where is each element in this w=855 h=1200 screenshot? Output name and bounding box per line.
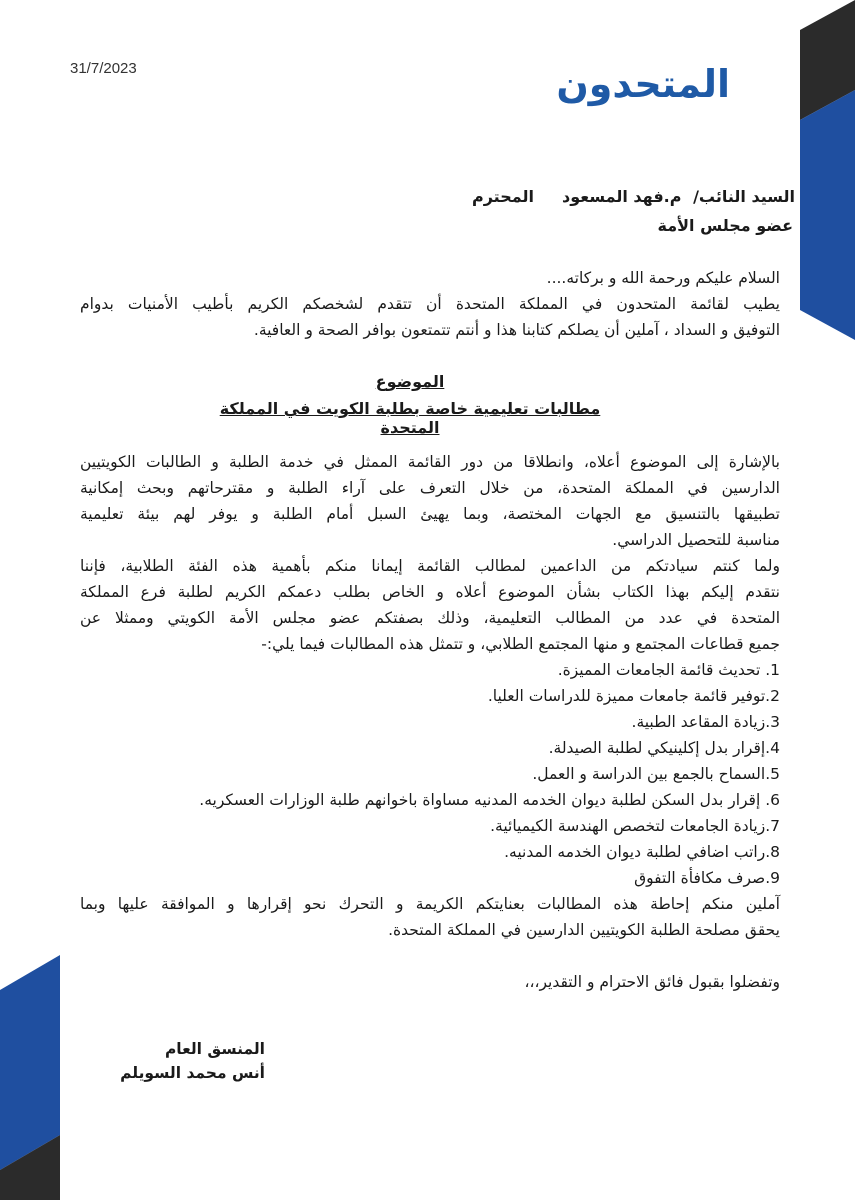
addressee-honorific: المحترم <box>472 187 534 206</box>
demand-item-6: 6. إقرار بدل السكن لطلبة ديوان الخدمه المدنيه مساواة باخوانهم طلبة الوزارات العسكريه. <box>199 791 780 809</box>
subject-title-text: مطالبات تعليمية خاصة بطلبة الكويت في المملكة المتحدة <box>219 399 601 437</box>
subject-label-text: الموضوع <box>375 372 445 391</box>
body-p2-line-4: جميع قطاعات المجتمع و منها المجتمع الطلابي، و تتمثل هذه المطالبات فيما يلي:- <box>261 635 780 653</box>
addressee-name: م.فهد المسعود <box>562 187 682 206</box>
addressee-prefix: السيد النائب/ <box>693 187 795 206</box>
letter-date: 31/7/2023 <box>70 60 137 77</box>
signature-role: المنسق العام <box>164 1040 265 1058</box>
closing-line-1: آملين منكم إحاطة هذه المطالبات بعنايتكم الكريمة و التحرك نحو إقرارها و الموافقة عليها وبما <box>80 895 780 913</box>
intro-line-1: يطيب لقائمة المتحدون في المملكة المتحدة أن تتقدم لشخصكم الكريم بأطيب الأمنيات بدوام <box>80 295 780 313</box>
body-p2-line-1: ولما كنتم سيادتكم من الداعمين لمطالب القائمة إيمانا منكم بأهمية هذه الفئة الطلابية، فإننا <box>80 557 780 575</box>
demand-item-8: 8.راتب اضافي لطلبة ديوان الخدمه المدنيه. <box>504 843 780 861</box>
addressee-position: عضو مجلس الأمة <box>657 216 793 235</box>
sign-off: وتفضلوا بقبول فائق الاحترام و التقدير،،، <box>524 973 780 991</box>
subject-title <box>195 399 625 437</box>
demand-item-7: 7.زيادة الجامعات لتخصص الهندسة الكيميائية. <box>490 817 780 835</box>
demand-item-2: 2.توفير قائمة جامعات مميزة للدراسات العليا. <box>487 687 780 705</box>
demand-item-9: 9.صرف مكافأة التفوق <box>634 869 780 887</box>
top-right-decor-band <box>760 0 855 340</box>
body-p1-line-3: تطبيقها بالتنسيق مع الجهات المختصة، وبما يهيئ السبل أمام الطلبة و يوفر لهم بيئة تعليمية <box>80 505 780 523</box>
subject-label <box>195 372 625 391</box>
addressee-line <box>335 187 795 206</box>
body-p1-line-4: مناسبة للتحصيل الدراسي. <box>612 531 780 549</box>
bottom-left-decor-band <box>0 955 60 1200</box>
signature-name: أنس محمد السويلم <box>120 1064 265 1082</box>
al-mutahidoon-logo: المتحدون <box>556 62 730 106</box>
demand-item-5: 5.السماح بالجمع بين الدراسة و العمل. <box>532 765 780 783</box>
intro-line-2: التوفيق و السداد ، آملين أن يصلكم كتابنا هذا و أنتم تتمتعون بوافر الصحة و العافية. <box>253 321 780 339</box>
body-p2-line-3: المتحدة في عدد من المطالب التعليمية، وذلك بصفتكم عضو مجلس الأمة الكويتي وممثلا عن <box>80 609 780 627</box>
body-p1-line-1: بالإشارة إلى الموضوع أعلاه، وانطلاقا من دور القائمة الممثل في خدمة الطلبة و الطالبات الكويتيين <box>80 453 780 471</box>
body-p1-line-2: الدارسين في المملكة المتحدة، من خلال التعرف على آراء الطلبة و مقترحاتهم وبحث إمكانية <box>80 479 780 497</box>
demand-item-3: 3.زيادة المقاعد الطبية. <box>631 713 780 731</box>
body-p2-line-2: نتقدم إليكم بهذا الكتاب بشأن الموضوع أعلاه و الخاص بطلب دعمكم الكريم لطلبة فرع المملكة <box>80 583 780 601</box>
demand-item-4: 4.إقرار بدل إكلينيكي لطلبة الصيدلة. <box>548 739 780 757</box>
greeting: السلام عليكم ورحمة الله و بركاته.... <box>546 269 780 287</box>
closing-line-2: يحقق مصلحة الطلبة الكويتيين الدارسين في المملكة المتحدة. <box>388 921 780 939</box>
demand-item-1: 1. تحديث قائمة الجامعات المميزة. <box>557 661 780 679</box>
